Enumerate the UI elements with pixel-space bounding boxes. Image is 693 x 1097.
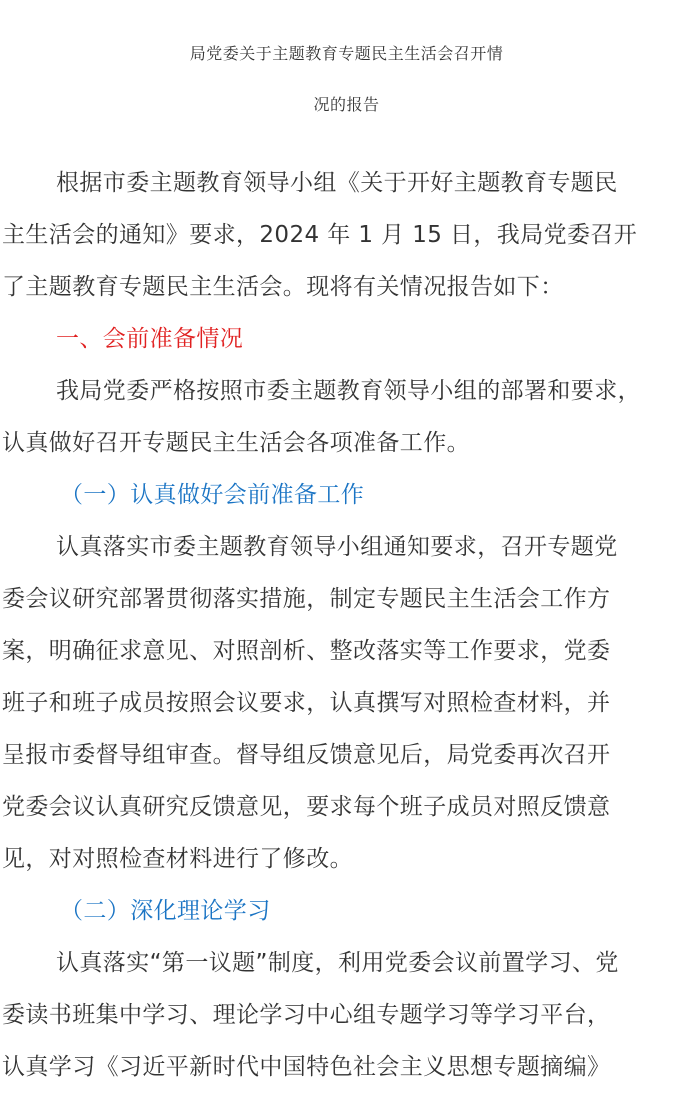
- title-line-1: 局党委关于主题教育专题民主生活会召开情: [189, 44, 504, 63]
- intro-line-2: 主生活会的通知》要求，2024 年 1 月 15 日，我局党委召开: [2, 222, 638, 248]
- sub1-line-4: 班子和班子成员按照会议要求，认真撰写对照检查材料，并: [2, 690, 611, 716]
- section1-line-2: 认真做好召开专题民主生活会各项准备工作。: [2, 430, 470, 456]
- sub1-line-5: 呈报市委督导组审查。督导组反馈意见后，局党委再次召开: [2, 742, 611, 768]
- sub1-line-2: 委会议研究部署贯彻落实措施，制定专题民主生活会工作方: [2, 586, 611, 612]
- sub2-line-1: 认真落实“第一议题”制度，利用党委会议前置学习、党: [56, 950, 619, 976]
- document-title: [0, 28, 693, 130]
- sub1-line-1: 认真落实市委主题教育领导小组通知要求，召开专题党: [56, 534, 618, 560]
- sub1-line-7: 见，对对照检查材料进行了修改。: [2, 846, 353, 872]
- sub1-line-6: 党委会议认真研究反馈意见，要求每个班子成员对照反馈意: [2, 794, 611, 820]
- intro-line-3: 了主题教育专题民主生活会。现将有关情况报告如下：: [2, 274, 564, 300]
- title-line-2: 况的报告: [313, 95, 380, 114]
- sub2-line-3: 认真学习《习近平新时代中国特色社会主义思想专题摘编》: [2, 1054, 611, 1080]
- sub1-line-3: 案，明确征求意见、对照剖析、整改落实等工作要求，党委: [2, 638, 611, 664]
- section-heading-1: 一、会前准备情况: [56, 326, 244, 352]
- intro-line-1: 根据市委主题教育领导小组《关于开好主题教育专题民: [56, 170, 618, 196]
- section1-line-1: 我局党委严格按照市委主题教育领导小组的部署和要求，: [56, 378, 641, 404]
- sub2-line-2: 委读书班集中学习、理论学习中心组专题学习等学习平台，: [2, 1002, 611, 1028]
- sub-heading-1: （一）认真做好会前准备工作: [60, 482, 365, 508]
- sub-heading-2: （二）深化理论学习: [60, 898, 271, 924]
